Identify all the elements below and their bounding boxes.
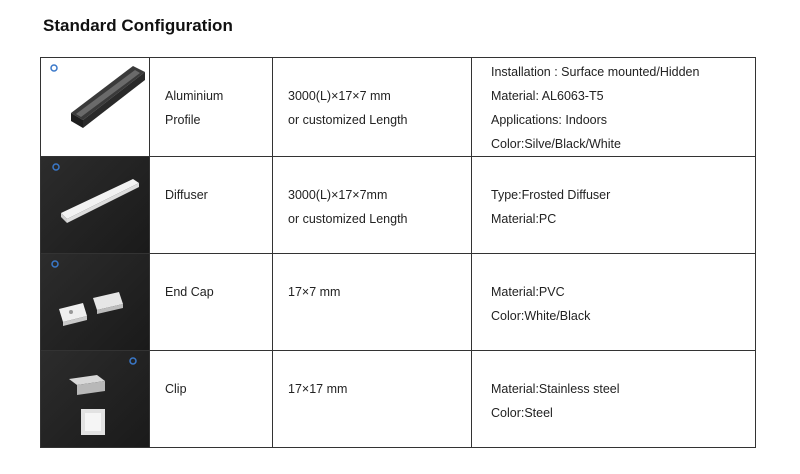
item-name-line: Diffuser bbox=[165, 188, 208, 202]
table-row bbox=[41, 254, 756, 351]
item-name-cell bbox=[150, 58, 273, 157]
item-name-line: Aluminium bbox=[165, 89, 224, 103]
product-image-cell bbox=[41, 58, 150, 157]
item-specs-cell bbox=[472, 351, 756, 448]
page-title: Standard Configuration bbox=[43, 16, 233, 35]
item-specs-cell bbox=[472, 254, 756, 351]
item-specs-cell bbox=[472, 157, 756, 254]
diffuser-icon bbox=[41, 157, 149, 253]
item-name-cell bbox=[150, 157, 273, 254]
item-spec-line: Material:Stainless steel bbox=[491, 382, 620, 396]
item-spec-line: Color:Silve/Black/White bbox=[491, 137, 621, 151]
item-spec-line: Installation : Surface mounted/Hidden bbox=[491, 65, 700, 79]
item-spec-line: Applications: Indoors bbox=[491, 113, 608, 127]
product-image-cell bbox=[41, 157, 150, 254]
item-size-line: 3000(L)×17×7mm bbox=[288, 188, 388, 202]
table-row bbox=[41, 157, 756, 254]
item-name-line: Profile bbox=[165, 113, 201, 127]
item-spec-line: Material: AL6063-T5 bbox=[491, 89, 604, 103]
item-specs-cell bbox=[472, 58, 756, 157]
item-spec-line: Color:Steel bbox=[491, 406, 553, 420]
item-size-cell bbox=[273, 254, 472, 351]
item-size-line: 17×17 mm bbox=[288, 382, 348, 396]
item-size-line: 3000(L)×17×7 mm bbox=[288, 89, 391, 103]
item-name-cell bbox=[150, 351, 273, 448]
end-cap-image bbox=[41, 254, 149, 350]
diffuser-image bbox=[41, 157, 149, 253]
clip-image bbox=[41, 351, 149, 447]
product-image-cell bbox=[41, 351, 150, 448]
table-row bbox=[41, 58, 756, 157]
product-image-cell bbox=[41, 254, 150, 351]
item-name-line: End Cap bbox=[165, 285, 214, 299]
end-cap-icon bbox=[41, 254, 149, 350]
clip-icon bbox=[41, 351, 149, 447]
item-size-line: or customized Length bbox=[288, 212, 408, 226]
aluminium-profile-image bbox=[41, 58, 149, 154]
item-spec-line: Material:PVC bbox=[491, 285, 565, 299]
item-size-line: 17×7 mm bbox=[288, 285, 341, 299]
table-row bbox=[41, 351, 756, 448]
item-size-line: or customized Length bbox=[288, 113, 408, 127]
item-spec-line: Type:Frosted Diffuser bbox=[491, 188, 611, 202]
item-name-line: Clip bbox=[165, 382, 187, 396]
item-spec-line: Material:PC bbox=[491, 212, 557, 226]
configuration-table bbox=[40, 57, 756, 448]
aluminium-profile-icon bbox=[41, 58, 149, 154]
item-size-cell bbox=[273, 58, 472, 157]
item-size-cell bbox=[273, 351, 472, 448]
item-spec-line: Color:White/Black bbox=[491, 309, 591, 323]
item-size-cell bbox=[273, 157, 472, 254]
item-name-cell bbox=[150, 254, 273, 351]
